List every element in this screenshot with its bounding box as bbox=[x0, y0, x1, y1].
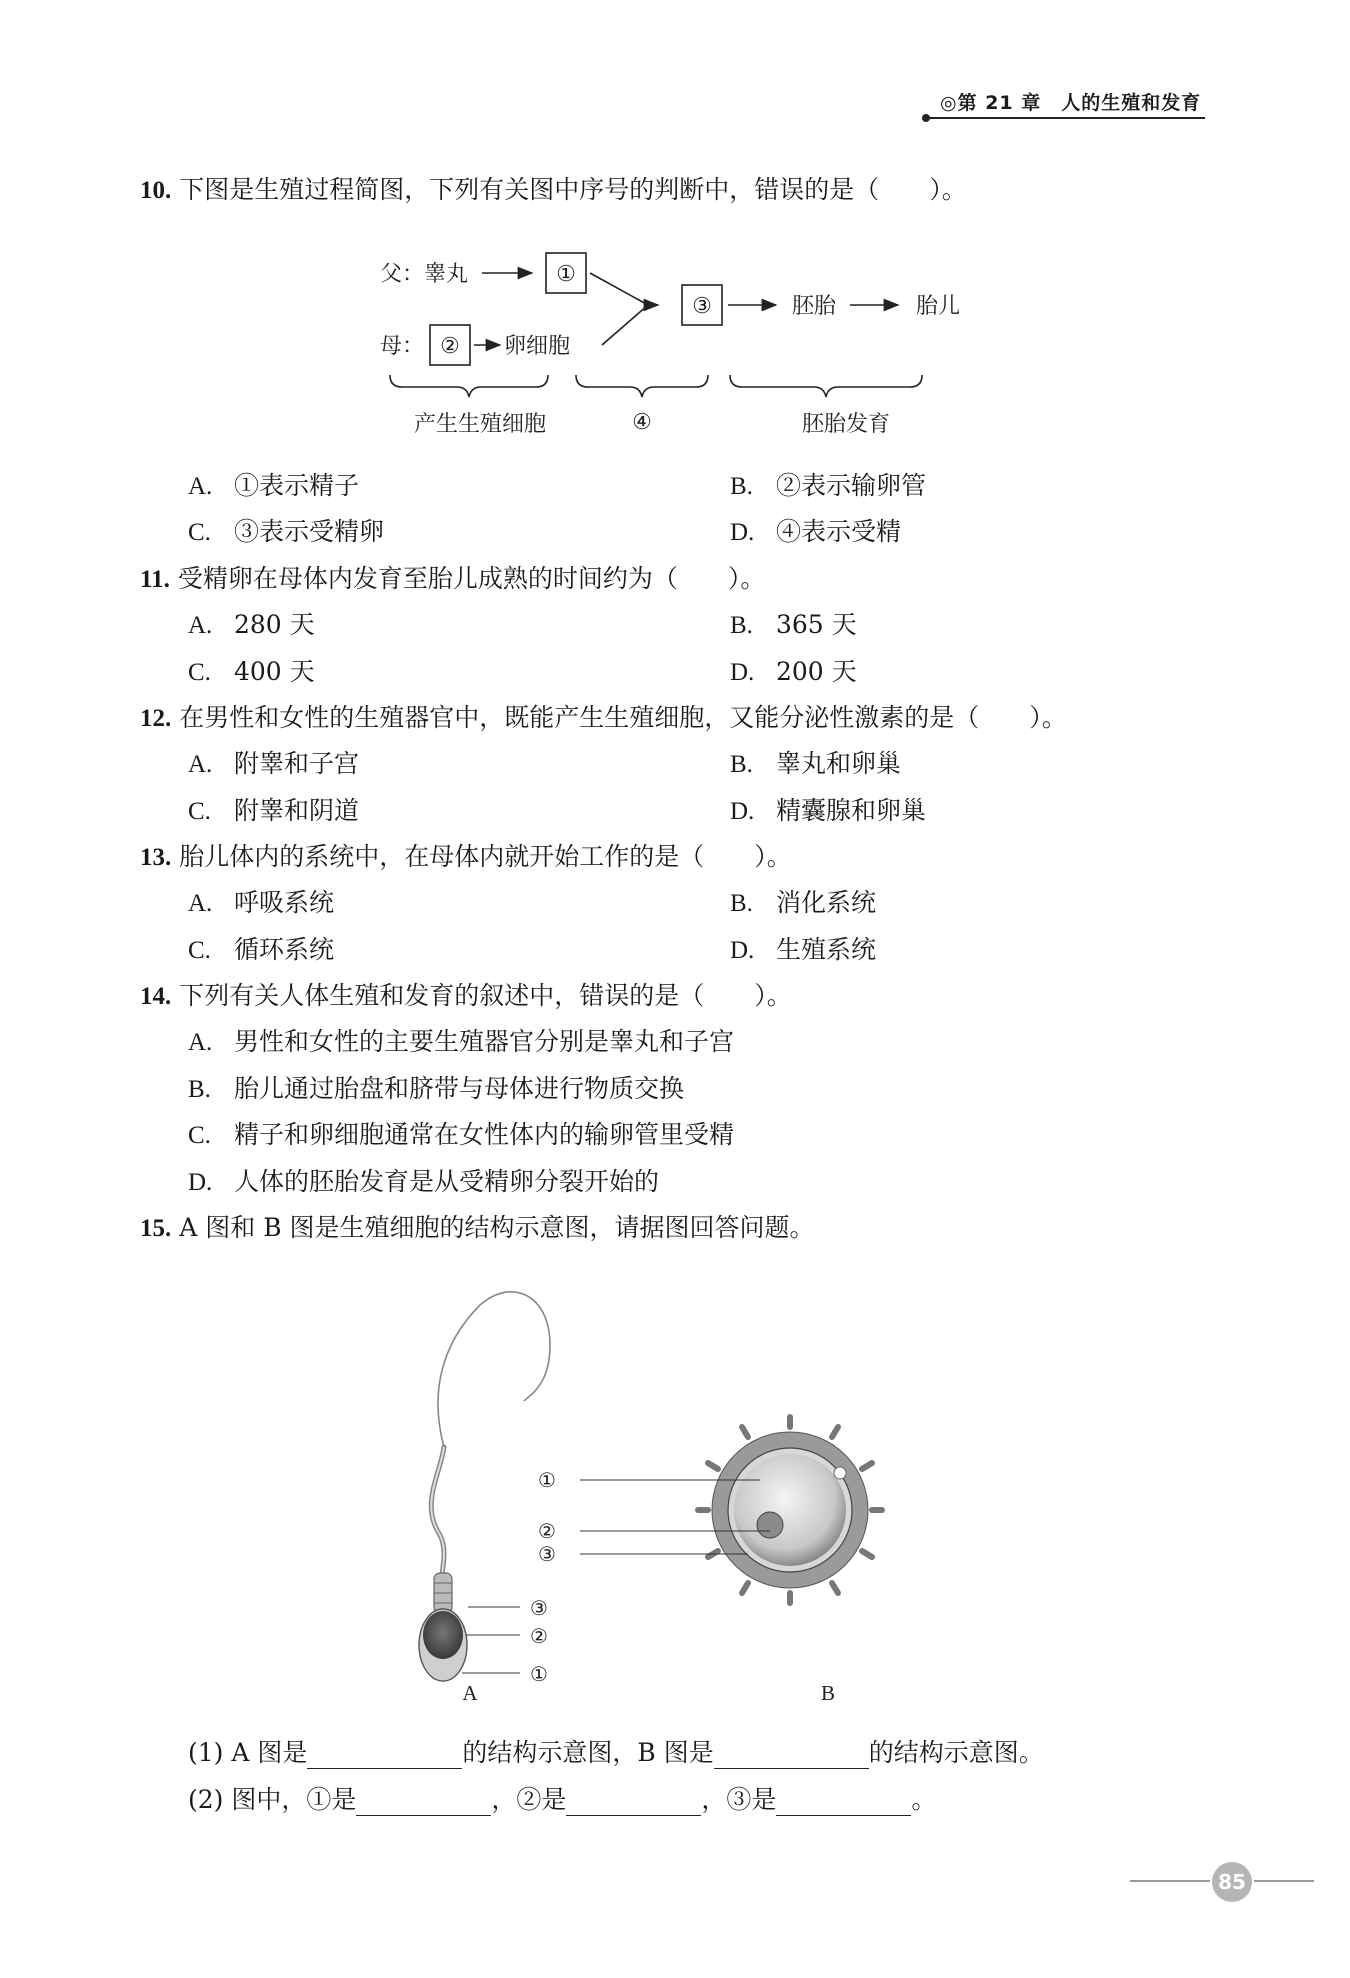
q13-option-c[interactable]: C. 循环系统 bbox=[188, 935, 335, 964]
q15-part-1: (1) A 图是 的结构示意图，B 图是 的结构示意图。 bbox=[188, 1738, 1044, 1767]
question-stem: 下列有关人体生殖和发育的叙述中，错误的是（ ）。 bbox=[179, 981, 792, 1010]
footer-rule-left bbox=[1130, 1880, 1210, 1882]
q11-option-d[interactable]: D. 200 天 bbox=[730, 657, 857, 686]
sperm-label-2: ② bbox=[530, 1624, 548, 1648]
box-1-label: ① bbox=[556, 262, 576, 287]
q14-option-b[interactable]: B. 胎儿通过胎盘和脐带与母体进行物质交换 bbox=[188, 1074, 685, 1103]
figure-a-caption: A bbox=[462, 1681, 478, 1705]
q15-part-2: (2) 图中，①是 ，②是 ，③是 。 bbox=[188, 1785, 937, 1814]
mother-label: 母： bbox=[380, 334, 425, 359]
question-13 bbox=[140, 837, 792, 873]
q11-option-c[interactable]: C. 400 天 bbox=[188, 657, 315, 686]
q14-option-d[interactable]: D. 人体的胚胎发育是从受精卵分裂开始的 bbox=[188, 1167, 660, 1196]
answer-blank[interactable] bbox=[356, 1789, 491, 1816]
box-3-label: ③ bbox=[692, 294, 712, 319]
q12-option-c[interactable]: C. 附睾和阴道 bbox=[188, 796, 360, 825]
q14-option-c[interactable]: C. 精子和卵细胞通常在女性体内的输卵管里受精 bbox=[188, 1120, 735, 1149]
question-number: 15. bbox=[140, 1215, 172, 1242]
germ-cell-figure bbox=[400, 1285, 960, 1705]
question-number: 10. bbox=[140, 177, 172, 204]
egg-cell bbox=[538, 1417, 882, 1603]
question-stem: 胎儿体内的系统中，在母体内就开始工作的是（ ）。 bbox=[179, 842, 792, 871]
q10-option-c[interactable]: C. ③表示受精卵 bbox=[188, 517, 385, 546]
egg-label-2: ② bbox=[538, 1519, 556, 1543]
box-2-label: ② bbox=[440, 334, 460, 359]
step-4-label: ④ bbox=[632, 410, 652, 435]
produce-gametes-label: 产生生殖细胞 bbox=[413, 412, 547, 437]
footer-rule-right bbox=[1254, 1880, 1314, 1882]
germ-cell-svg bbox=[400, 1285, 960, 1705]
q13-option-a[interactable]: A. 呼吸系统 bbox=[188, 888, 335, 917]
header-rule bbox=[925, 117, 1205, 119]
chapter-header: ◎第 21 章 人的生殖和发育 bbox=[940, 92, 1202, 114]
question-15 bbox=[140, 1208, 815, 1244]
q13-option-b[interactable]: B. 消化系统 bbox=[730, 888, 877, 917]
q14-option-a[interactable]: A. 男性和女性的主要生殖器官分别是睾丸和子宫 bbox=[188, 1027, 735, 1056]
question-stem: 受精卵在母体内发育至胎儿成熟的时间约为（ ）。 bbox=[177, 564, 766, 593]
question-number: 13. bbox=[140, 844, 172, 871]
question-number: 14. bbox=[140, 983, 172, 1010]
embryo-label: 胚胎 bbox=[792, 294, 837, 319]
q11-option-a[interactable]: A. 280 天 bbox=[188, 610, 315, 639]
sperm-label-3: ③ bbox=[530, 1596, 548, 1620]
question-14 bbox=[140, 976, 792, 1012]
question-number: 12. bbox=[140, 705, 172, 732]
answer-blank[interactable] bbox=[566, 1789, 701, 1816]
question-stem: 在男性和女性的生殖器官中，既能产生生殖细胞，又能分泌性激素的是（ ）。 bbox=[179, 703, 1067, 732]
flow-diagram-svg bbox=[370, 245, 990, 445]
q10-option-d[interactable]: D. ④表示受精 bbox=[730, 517, 902, 546]
q12-option-d[interactable]: D. 精囊腺和卵巢 bbox=[730, 796, 927, 825]
egg-cell-label: 卵细胞 bbox=[504, 334, 571, 359]
q12-option-a[interactable]: A. 附睾和子宫 bbox=[188, 749, 360, 778]
fetus-label: 胎儿 bbox=[916, 294, 961, 319]
father-label: 父：睾丸 bbox=[380, 262, 469, 287]
question-number: 11. bbox=[140, 566, 170, 593]
page-number: 85 bbox=[1212, 1862, 1252, 1902]
egg-label-1: ① bbox=[538, 1468, 556, 1492]
reproduction-flow-diagram bbox=[370, 245, 990, 445]
q12-option-b[interactable]: B. 睾丸和卵巢 bbox=[730, 749, 902, 778]
embryo-development-label: 胚胎发育 bbox=[801, 412, 891, 437]
q11-option-b[interactable]: B. 365 天 bbox=[730, 610, 857, 639]
question-10 bbox=[140, 170, 967, 206]
header-dot bbox=[922, 114, 930, 122]
egg-label-3: ③ bbox=[538, 1542, 556, 1566]
q13-option-d[interactable]: D. 生殖系统 bbox=[730, 935, 877, 964]
question-stem: A 图和 B 图是生殖细胞的结构示意图，请据图回答问题。 bbox=[179, 1213, 815, 1242]
sperm-label-1: ① bbox=[530, 1662, 548, 1686]
answer-blank[interactable] bbox=[307, 1742, 462, 1769]
question-12 bbox=[140, 698, 1067, 734]
q10-option-a[interactable]: A. ①表示精子 bbox=[188, 471, 360, 500]
answer-blank[interactable] bbox=[776, 1789, 911, 1816]
question-stem: 下图是生殖过程简图，下列有关图中序号的判断中，错误的是（ ）。 bbox=[179, 175, 967, 204]
sperm-cell bbox=[419, 1292, 550, 1686]
answer-blank[interactable] bbox=[714, 1742, 869, 1769]
question-11 bbox=[140, 559, 765, 595]
figure-b-caption: B bbox=[820, 1681, 836, 1705]
q10-option-b[interactable]: B. ②表示输卵管 bbox=[730, 471, 927, 500]
